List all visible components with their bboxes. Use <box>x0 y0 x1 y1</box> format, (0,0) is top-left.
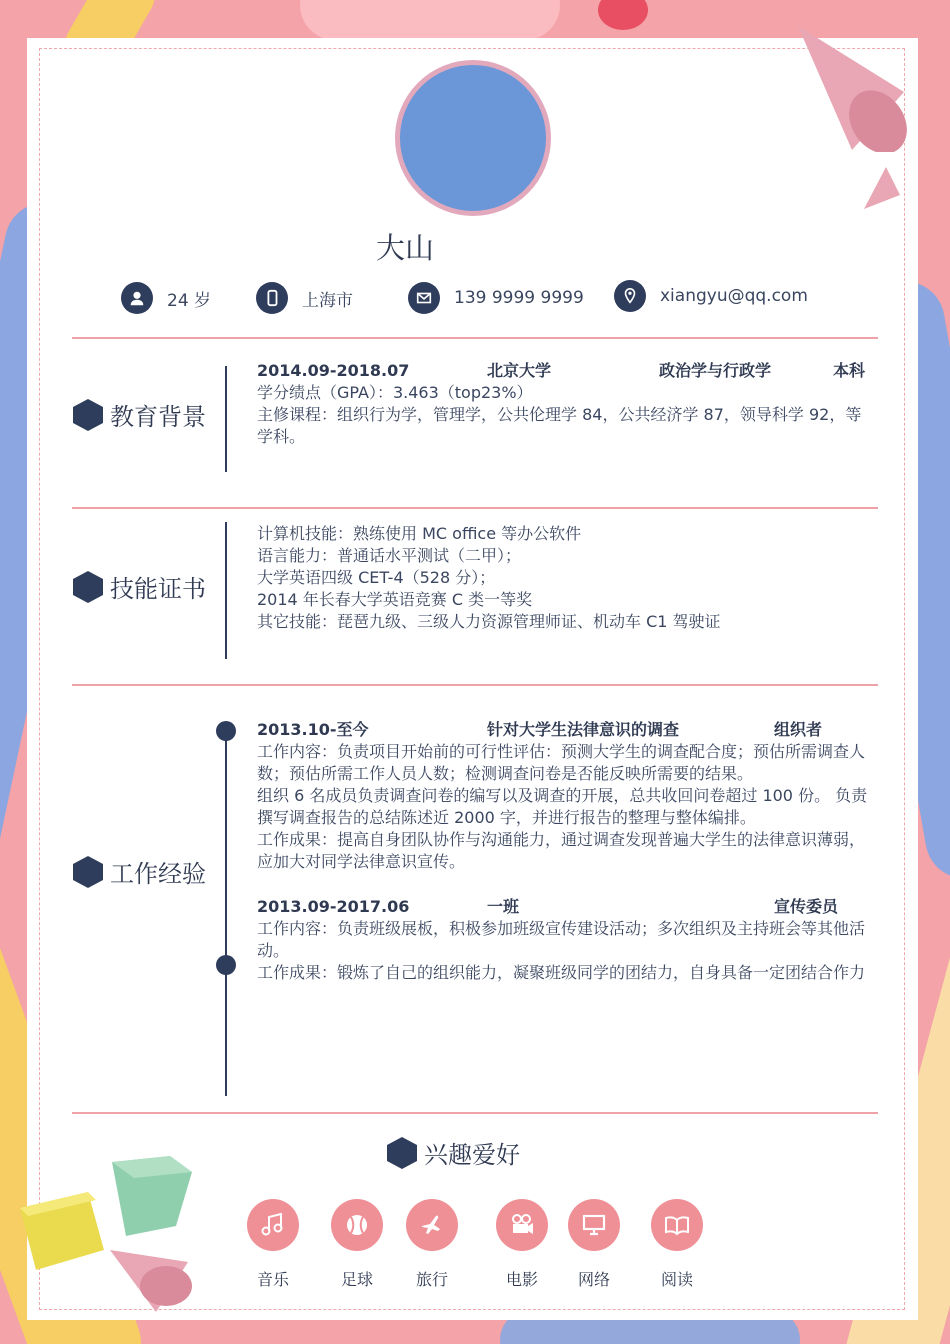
job-header-row <box>257 896 869 918</box>
city-text: 上海市 <box>302 290 353 311</box>
hobby-label: 旅行 <box>415 1270 448 1289</box>
work-title-text: 工作经验 <box>110 860 206 888</box>
timeline-dot <box>216 721 236 741</box>
education-courses: 主修课程：组织行为学，管理学，公共伦理学 84，公共经济学 87，领导科学 92，等学科。 <box>257 405 862 446</box>
book-icon <box>651 1199 703 1251</box>
phone-device-icon <box>256 282 288 314</box>
section-hobbies-title <box>386 1135 520 1170</box>
work-job-2 <box>257 896 869 984</box>
film-camera-icon <box>496 1199 548 1251</box>
timeline-dot <box>216 955 236 975</box>
section-education-title <box>72 397 206 432</box>
education-gpa: 学分绩点（GPA）：3.463（top23%） <box>257 383 533 402</box>
skill-item: 大学英语四级 CET-4（528 分）； <box>257 568 496 587</box>
education-school: 北京大学 <box>487 361 552 380</box>
skills-content <box>257 523 869 633</box>
education-content <box>257 360 869 448</box>
contact-age <box>121 282 211 314</box>
divider <box>72 1112 878 1114</box>
job-role: 宣传委员 <box>774 897 839 916</box>
job-line: 工作成果：提高自身团队协作与沟通能力，通过调查发现普遍大学生的法律意识薄弱，应加大对同学法律意识宣传。 <box>257 830 866 871</box>
section-skills-title <box>72 569 206 604</box>
education-title-text: 教育背景 <box>110 403 206 431</box>
hobby-travel <box>406 1199 458 1290</box>
skills-vertical-line <box>225 522 227 659</box>
skill-item: 语言能力：普通话水平测试（二甲）； <box>257 546 522 565</box>
skill-item: 2014 年长春大学英语竞赛 C 类一等奖 <box>257 590 533 609</box>
hobby-movie <box>496 1199 548 1290</box>
ball-icon <box>331 1199 383 1251</box>
plane-icon <box>406 1199 458 1251</box>
hobby-label: 足球 <box>340 1270 373 1289</box>
job-org: 针对大学生法律意识的调查 <box>487 720 680 739</box>
education-degree: 本科 <box>833 361 866 380</box>
divider <box>72 337 878 339</box>
education-vertical-line <box>225 366 227 472</box>
job-period: 2013.10-至今 <box>257 720 369 739</box>
person-icon <box>121 282 153 314</box>
location-pin-icon <box>614 280 646 312</box>
job-line: 工作内容：负责班级展板，积极参加班级宣传建设活动；多次组织及主持班会等其他活动。 <box>257 919 866 960</box>
candidate-name: 大山 <box>375 231 434 265</box>
avatar-photo <box>395 60 551 216</box>
hobby-label: 阅读 <box>660 1270 693 1289</box>
small-cone-decoration <box>860 165 902 211</box>
job-role: 组织者 <box>774 720 823 739</box>
job-line: 工作成果：锻炼了自己的组织能力，凝聚班级同学的团结力，自身具备一定团结合作力 <box>257 963 866 982</box>
contact-city <box>256 282 353 314</box>
hobby-internet <box>568 1199 620 1290</box>
hobby-reading <box>651 1199 703 1290</box>
job-header-row <box>257 719 869 741</box>
skill-item: 计算机技能：熟练使用 MC office 等办公软件 <box>257 524 582 543</box>
job-period: 2013.09-2017.06 <box>257 897 410 916</box>
education-major: 政治学与行政学 <box>659 361 772 380</box>
cubes-decoration <box>16 1150 196 1320</box>
work-timeline-line <box>225 730 227 1096</box>
job-line: 工作内容：负责项目开始前的可行性评估：预测大学生的调查配合度；预估所需调查人数；预估所需工作人员人数；检测调查问卷是否能反映所需要的结果。 <box>257 742 866 783</box>
hobby-label: 音乐 <box>256 1270 289 1289</box>
hobby-label: 电影 <box>505 1270 538 1289</box>
skills-title-text: 技能证书 <box>110 575 206 603</box>
hobbies-title-text: 兴趣爱好 <box>424 1141 520 1169</box>
hobby-label: 网络 <box>577 1270 610 1289</box>
education-header-row <box>257 360 869 382</box>
hexagon-icon <box>72 855 104 889</box>
email-text[interactable]: xiangyu@qq.com <box>660 286 808 306</box>
hobby-football <box>331 1199 383 1290</box>
divider <box>72 507 878 509</box>
contact-email <box>614 280 808 312</box>
hobby-music <box>247 1199 299 1290</box>
divider <box>72 684 878 686</box>
job-org: 一班 <box>487 897 520 916</box>
hexagon-icon <box>386 1136 418 1170</box>
skill-item: 其它技能：琵琶九级、三级人力资源管理师证、机动车 C1 驾驶证 <box>257 612 721 631</box>
contact-phone <box>408 282 584 314</box>
education-period: 2014.09-2018.07 <box>257 361 410 380</box>
mail-icon <box>408 282 440 314</box>
monitor-icon <box>568 1199 620 1251</box>
hexagon-icon <box>72 570 104 604</box>
music-icon <box>247 1199 299 1251</box>
pink-cone-decoration <box>792 22 912 152</box>
phone-text: 139 9999 9999 <box>454 288 584 308</box>
section-work-title <box>72 854 206 889</box>
hexagon-icon <box>72 398 104 432</box>
job-line: 组织 6 名成员负责调查问卷的编写以及调查的开展，总共收回问卷超过 100 份。 负责撰写调查报告的总结陈述近 2000 字，并进行报告的整理与整体编排。 <box>257 786 868 827</box>
age-text: 24 岁 <box>167 290 212 311</box>
work-job-1 <box>257 719 869 873</box>
